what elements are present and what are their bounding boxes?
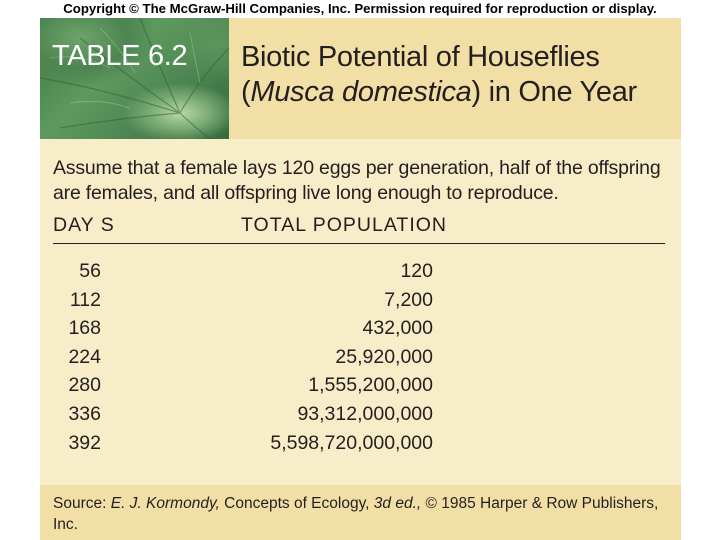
source-publisher: © 1985 Harper & Row Publishers, Inc. bbox=[53, 495, 659, 533]
table-header bbox=[40, 18, 681, 139]
table-row bbox=[40, 432, 681, 461]
day-cell: 392 bbox=[68, 431, 101, 454]
population-cell: 7,200 bbox=[384, 288, 433, 311]
day-cell: 224 bbox=[68, 345, 101, 368]
population-cell: 1,555,200,000 bbox=[308, 374, 433, 397]
table-row bbox=[40, 289, 681, 318]
source-edition: 3d ed., bbox=[373, 495, 422, 512]
table-row bbox=[40, 317, 681, 346]
column-header-days: DAY S bbox=[53, 214, 115, 236]
source-prefix: Source: bbox=[53, 495, 111, 512]
species-name: Musca domestica bbox=[250, 76, 472, 108]
column-header-population: TOTAL POPULATION bbox=[241, 214, 447, 236]
table-card bbox=[40, 18, 681, 540]
population-cell: 93,312,000,000 bbox=[297, 402, 433, 425]
source-citation bbox=[53, 493, 673, 535]
table-title bbox=[241, 40, 637, 110]
population-cell: 5,598,720,000,000 bbox=[270, 431, 433, 454]
population-cell: 120 bbox=[400, 260, 433, 282]
title-line-1: Biotic Potential of Houseflies bbox=[241, 41, 600, 73]
leaf-image bbox=[40, 18, 229, 139]
day-cell: 280 bbox=[68, 374, 101, 397]
table-row bbox=[40, 260, 681, 289]
table-body bbox=[40, 260, 681, 460]
title-line-2-tail: ) in One Year bbox=[471, 76, 637, 108]
day-cell: 168 bbox=[68, 317, 101, 340]
population-cell: 432,000 bbox=[362, 317, 433, 340]
source-author: E. J. Kormondy, bbox=[110, 495, 220, 512]
header-rule bbox=[53, 243, 665, 244]
assumption-text: Assume that a female lays 120 eggs per generation, half of the offspring are females, and all offspring live long enough to reproduce. bbox=[53, 157, 661, 204]
day-cell: 336 bbox=[68, 402, 101, 425]
table-label: TABLE 6.2 bbox=[52, 40, 188, 72]
table-row bbox=[40, 374, 681, 403]
day-cell: 56 bbox=[79, 260, 101, 282]
population-cell: 25,920,000 bbox=[335, 345, 433, 368]
copyright-notice: Copyright © The McGraw-Hill Companies, Inc. Permission required for reproduction or display. bbox=[63, 1, 657, 16]
source-work: Concepts of Ecology, bbox=[219, 495, 374, 512]
day-cell: 112 bbox=[69, 288, 101, 311]
table-row bbox=[40, 346, 681, 375]
table-row bbox=[40, 403, 681, 432]
title-line-2: (Musca domestica) in One Year bbox=[241, 76, 637, 108]
table-footer bbox=[40, 485, 681, 540]
